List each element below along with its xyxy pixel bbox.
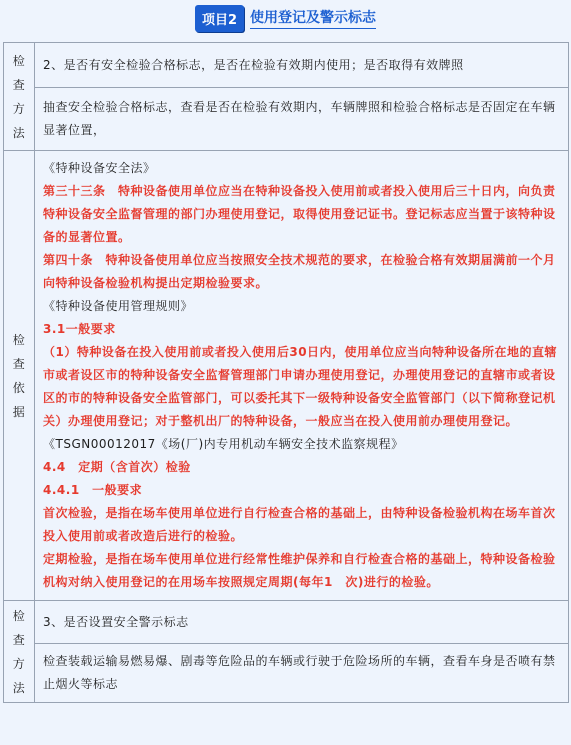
check-method-2: 抽查安全检验合格标志，查看是否在检验有效期内，车辆牌照和检验合格标志是否固定在车辆显著位置， [35,88,569,151]
rule-title: 《特种设备使用管理规则》 [43,299,194,313]
rule-3-1-text: （1）特种设备在投入使用前或者投入使用后30日内，使用单位应当向特种设备所在地的直辖市或者设区市的特种设备安全监督管理部门申请办理使用登记，办理使用登记的直辖市或者设区的市的特种设备安全监管部门，可以委托其下一级特种设备安全监管部门（以下简称登记机关）办理使用登记；对于整机出厂的特种设备，一般应当在投入使用前办理使用登记。 [43,345,558,428]
tsg-title: 《TSGN00012017《场(厂)内专用机动车辆安全技术监察规程》 [43,437,404,451]
label-char: 检 [12,608,26,623]
periodic-inspection-text: 定期检验，是指在场车使用单位进行经常性维护保养和自行检查合格的基础上，特种设备检验机构对纳入使用登记的在用场车按照规定周期(每年1 次)进行的检验。 [43,552,556,589]
article-33: 第三十三条 特种设备使用单位应当在特种设备投入使用前或者投入使用后三十日内，向负责特种设备安全监督管理的部门办理使用登记，取得使用登记证书。登记标志应当置于该特种设备的显著位置。 [43,184,556,244]
inspection-table [3,42,569,703]
table-row [4,88,569,151]
check-item-3: 3、是否设置安全警示标志 [35,601,569,644]
table-row [4,644,569,703]
label-char: 据 [12,404,26,419]
section-header [0,0,571,36]
tsg-4-4-1-heading: 4.4.1 一般要求 [43,483,143,497]
check-item-2: 2、是否有安全检验合格标志，是否在检验有效期内使用；是否取得有效牌照 [35,43,569,88]
project-badge: 项目2 [195,5,244,32]
label-char: 方 [12,101,26,116]
row-label-method-3 [4,601,35,703]
label-char: 查 [12,632,26,647]
label-char: 方 [12,656,26,671]
table-row [4,601,569,644]
section-title: 使用登记及警示标志 [250,7,376,29]
label-char: 依 [12,380,26,395]
article-40: 第四十条 特种设备使用单位应当按照安全技术规范的要求，在检验合格有效期届满前一个月向特种设备检验机构提出定期检验要求。 [43,253,556,290]
table-row [4,43,569,88]
row-label-method-1 [4,43,35,151]
table-row [4,151,569,601]
tsg-4-4-heading: 4.4 定期（含首次）检验 [43,460,191,474]
first-inspection-text: 首次检验，是指在场车使用单位进行自行检查合格的基础上，由特种设备检验机构在场车首次投入使用前或者改造后进行的检验。 [43,506,556,543]
row-label-basis [4,151,35,601]
law-title: 《特种设备安全法》 [43,161,156,175]
check-method-3: 检查装载运输易燃易爆、剧毒等危险品的车辆或行驶于危险场所的车辆，查看车身是否喷有禁止烟火等标志 [35,644,569,703]
label-char: 法 [12,125,26,140]
label-char: 法 [12,680,26,695]
label-char: 检 [12,332,26,347]
inspection-basis [35,151,569,601]
label-char: 查 [12,356,26,371]
rule-3-1-heading: 3.1一般要求 [43,322,116,336]
header-inner [195,5,376,32]
label-char: 查 [12,77,26,92]
label-char: 检 [12,53,26,68]
